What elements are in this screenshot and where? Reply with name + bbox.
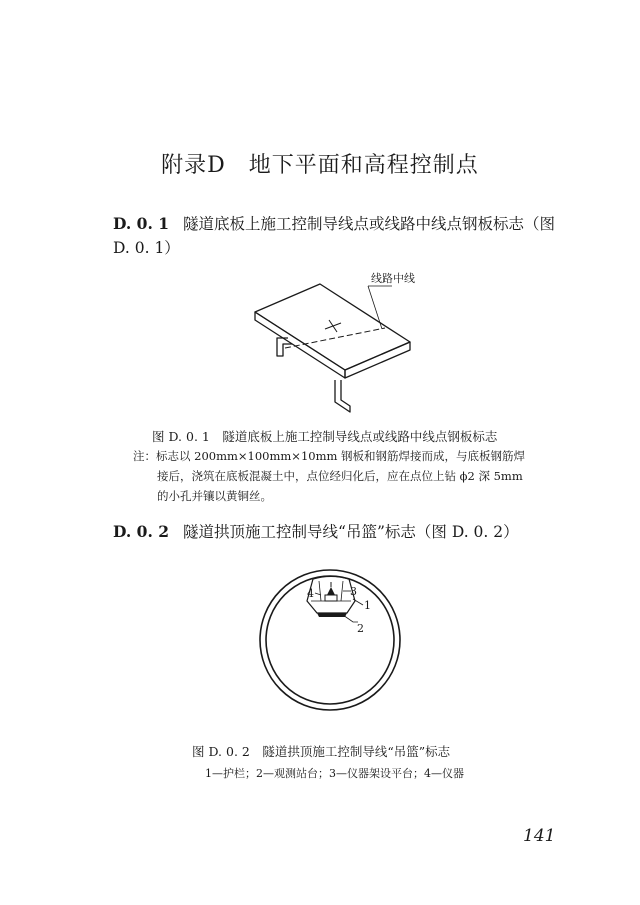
instrument-platform [325, 595, 337, 601]
figure2-caption: 图 D. 0. 2 隧道拱顶施工控制导线“吊篮”标志 [192, 744, 451, 759]
callout-3: 3 [350, 585, 357, 598]
callout-1: 1 [364, 599, 371, 612]
section-title: 隧道底板上施工控制导线点或线路中线点钢板标志（图 D. 0. 1） [113, 215, 556, 257]
section-heading-d01 [113, 212, 573, 260]
section-number: D. 0. 1 [113, 214, 170, 233]
callout-4: 4 [307, 587, 314, 600]
page-number: 141 [523, 826, 556, 846]
center-line-dashed [285, 328, 385, 348]
plate-side-face [345, 342, 410, 378]
center-line-label: 线路中线 [371, 272, 415, 285]
steel-plate-figure [240, 262, 430, 422]
rebar-right [335, 380, 350, 412]
section-heading-d02 [113, 520, 573, 544]
figure1-note [133, 446, 525, 506]
cross-mark [325, 320, 341, 332]
instrument [327, 587, 335, 595]
tunnel-basket-figure [255, 565, 405, 715]
section-number: D. 0. 2 [113, 522, 170, 541]
note-line: 接后，浇筑在底板混凝土中，点位经归化后，应在点位上钻 ϕ2 深 5mm [157, 469, 523, 483]
note-line: 注：标志以 200mm×100mm×10mm 钢板和钢筋焊接而成，与底板钢筋焊 [133, 449, 526, 463]
label-leader [368, 286, 382, 329]
section-title: 隧道拱顶施工控制导线“吊篮”标志（图 D. 0. 2） [183, 523, 519, 541]
callout-2: 2 [357, 622, 364, 635]
page-title: 附录D 地下平面和高程控制点 [161, 153, 479, 178]
note-line: 的小孔并镶以黄铜丝。 [157, 489, 272, 503]
figure2-legend: 1—护栏；2—观测站台；3—仪器架设平台；4—仪器 [205, 767, 464, 780]
plate-front-face [255, 312, 345, 378]
figure1-caption: 图 D. 0. 1 隧道底板上施工控制导线点或线路中线点钢板标志 [152, 429, 498, 444]
observation-platform [317, 613, 347, 617]
